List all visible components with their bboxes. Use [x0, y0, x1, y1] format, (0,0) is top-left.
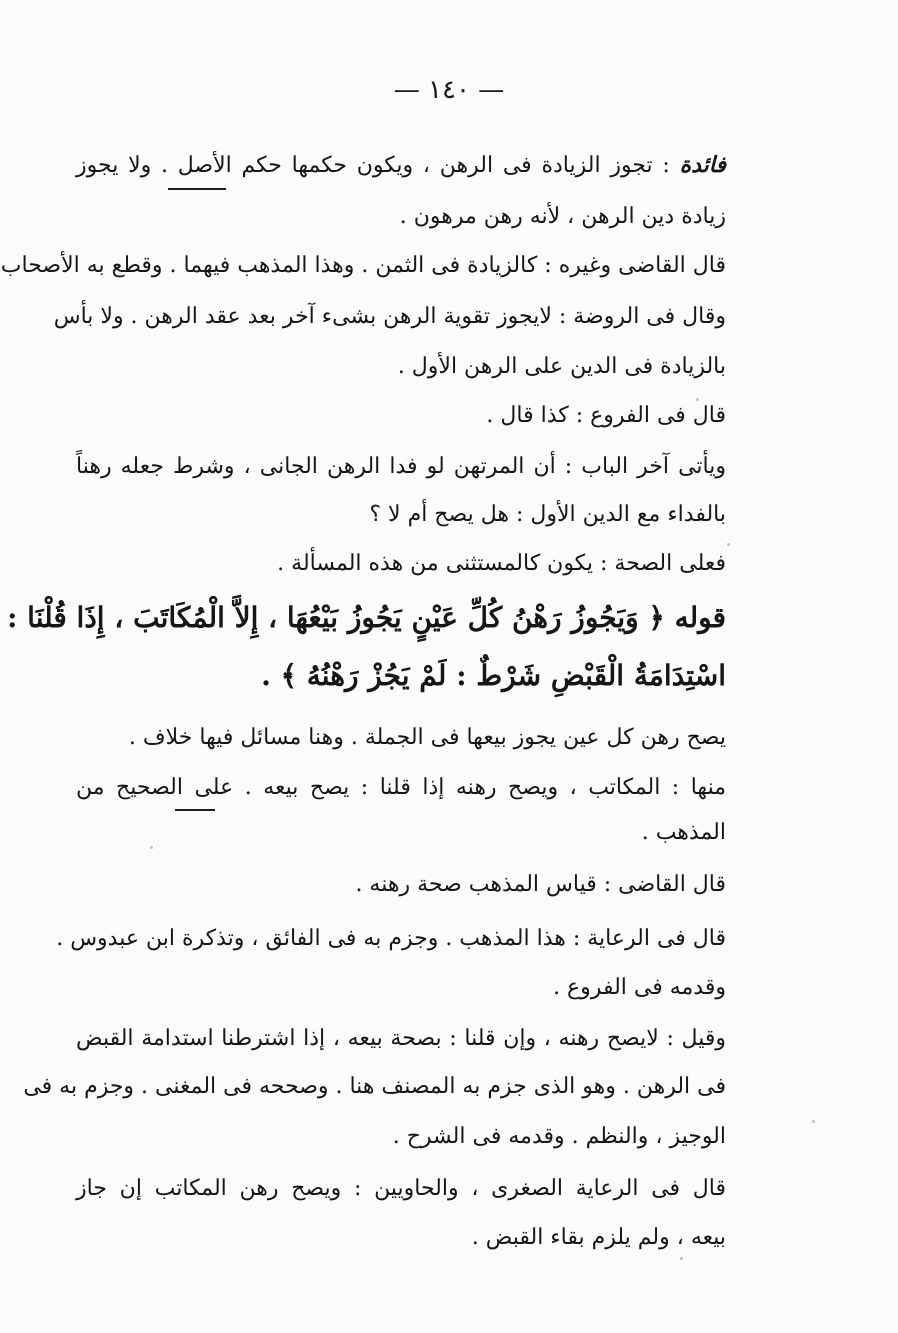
text-line-4: وقال فى الروضة : لايجوز تقوية الرهن بشىء آخر بعد عقد الرهن . ولا بأس [53, 304, 726, 329]
text-line-20: الوجيز ، والنظم . وقدمه فى الشرح . [392, 1124, 726, 1149]
scan-speck [812, 1120, 815, 1123]
text-line-3: قال القاضى وغيره : كالزيادة فى الثمن . وهذا المذهب فيهما . وقطع به الأصحاب [0, 253, 726, 278]
text-line-12: يصح رهن كل عين يجوز بيعها فى الجملة . وهنا مسائل فيها خلاف . [128, 725, 726, 750]
quoted-text-line-1-body: ﴿ وَيَجُوزُ رَهْنُ كُلِّ عَيْنٍ يَجُوزُ بَيْعُهَا ، إِلاَّ الْمُكَاتَبَ ، إِذَا قُلْنَا : [7, 601, 665, 634]
text-line-1 [76, 150, 726, 182]
text-line-16: قال فى الرعاية : هذا المذهب . وجزم به فى الفائق ، وتذكرة ابن عبدوس . [56, 926, 726, 951]
quoted-text-line-2: اسْتِدَامَةُ الْقَبْضِ شَرْطٌ : لَمْ يَجُزْ رَهْنُهُ ﴾ . [261, 659, 726, 692]
quoted-text-line-1 [7, 598, 726, 642]
text-line-9: فعلى الصحة : يكون كالمستثنى من هذه المسألة . [277, 551, 726, 576]
text-line-1-body: : تجوز الزيادة فى الرهن ، ويكون حكمها حكم الأصل . ولا يجوز [76, 153, 670, 178]
benefit-heading: فائدة [679, 152, 726, 178]
heading-underline [168, 188, 226, 190]
text-line-7: ويأتى آخر الباب : أن المرتهن لو فدا الرهن الجانى ، وشرط جعله رهناً [76, 454, 726, 479]
scan-speck [680, 1257, 683, 1260]
text-line-14: المذهب . [641, 820, 726, 845]
text-line-22: بيعه ، ولم يلزم بقاء القبض . [471, 1225, 726, 1250]
page-number: — ١٤٠ — [393, 75, 505, 105]
text-line-6: قال فى الفروع : كذا قال . [486, 403, 726, 428]
text-line-21: قال فى الرعاية الصغرى ، والحاويين : ويصح رهن المكاتب إن جاز [76, 1176, 726, 1201]
text-line-18: وقيل : لايصح رهنه ، وإن قلنا : بصحة بيعه ، إذا اشترطنا استدامة القبض [76, 1026, 726, 1051]
scan-speck [727, 543, 730, 546]
text-line-8: بالفداء مع الدين الأول : هل يصح أم لا ؟ [369, 502, 726, 527]
quote-lead-word: قوله [674, 601, 726, 634]
text-line-17: وقدمه فى الفروع . [553, 975, 726, 1000]
text-line-5: بالزيادة فى الدين على الرهن الأول . [397, 354, 726, 379]
term-underline [175, 809, 215, 811]
text-line-19: فى الرهن . وهو الذى جزم به المصنف هنا . وصححه فى المغنى . وجزم به فى [23, 1074, 726, 1099]
text-line-15: قال القاضى : قياس المذهب صحة رهنه . [355, 872, 726, 897]
text-line-2: زيادة دين الرهن ، لأنه رهن مرهون . [399, 204, 726, 229]
text-line-13: منها : المكاتب ، ويصح رهنه إذا قلنا : يصح بيعه . على الصحيح من [76, 775, 726, 800]
scan-speck [696, 398, 699, 401]
scan-speck [150, 846, 153, 849]
